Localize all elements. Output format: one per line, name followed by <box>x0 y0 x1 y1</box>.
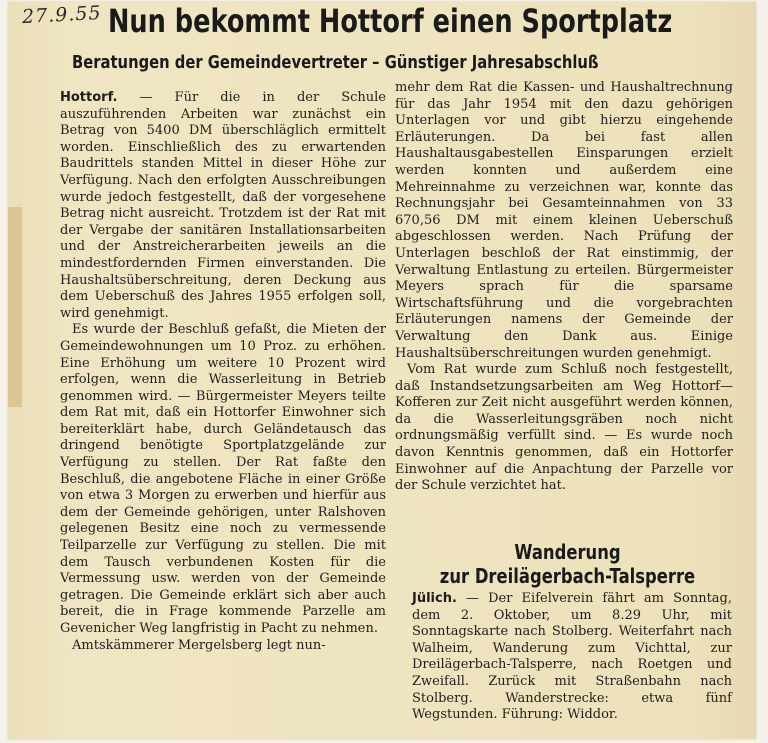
dateline: Hottorf. <box>60 90 118 105</box>
paragraph <box>412 591 732 724</box>
paper-stain <box>8 207 22 407</box>
subheadline: Beratungen der Gemeindevertreter – Günstiger Jahresabschluß <box>72 52 599 73</box>
paragraph-text: — Für die in der Schule auszuführenden Arbeiten war zunächst ein Betrag von 5400 DM überschläglich ermittelt worden. Einschließlich des zu erwartenden Baudrittels standen Mittel in dieser Höhe zur Verfügung. Nach den erfolgten Ausschreibungen wurde jedoch festgestellt, daß der vorgesehene Betrag nicht ausreicht. Trotzdem ist der Rat mit der Vergabe der sanitären Installationsarbeiten und der Anstreicherarbeiten jeweils an die mindestfordernden Firmen einverstanden. Die Haushaltsüberschreitung, deren Deckung aus dem Ueberschuß des Jahres 1955 erfolgen soll, wird genehmigt. <box>60 90 387 321</box>
paragraph: Vom Rat wurde zum Schluß noch festgestellt, daß Instandsetzungsarbeiten am Weg Hottorf—Kofferen zur Zeit nicht ausgeführt werden können, da die Wasserleitungsgräben noch nicht ordnungsmäßig verfüllt sind. — Es wurde noch davon Kenntnis genommen, daß ein Hottorfer Einwohner auf die Anpachtung der Parzelle vor der Schule verzichtet hat. <box>395 362 733 494</box>
headline: Nun bekommt Hottorf einen Sportplatz <box>108 2 673 40</box>
second-article-title-line1: Wanderung <box>514 540 621 564</box>
second-article-title-line2: zur Dreilägerbach-Talsperre <box>439 564 696 588</box>
paragraph: Amtskämmerer Mergelsberg legt nun- <box>72 637 326 653</box>
paragraph <box>60 90 386 322</box>
paragraph: Es wurde der Beschluß gefaßt, die Mieten der Gemeindewohnungen um 10 Proz. zu erhöhen. Eine Erhöhung um weitere 10 Prozent wird erfolgen, wenn die Wasserleitung in Betrieb genommen wird. — Bürgermeister Meyers teilte dem Rat mit, daß ein Hottorfer Einwohner sich bereiterklärt habe, durch Geländetausch das dringend benötigte Sportplatzgelände zur Verfügung zu stellen. Der Rat faßte den Beschluß, die angebotene Fläche in einer Größe von etwa 3 Morgen zu erwerben und hierfür aus dem der Gemeinde gehörigen, unter Ralshoven gelegenen Besitz eine noch zu vermessende Teilparzelle zur Verfügung zu stellen. Die mit dem Tausch verbundenen Kosten für die Vermessung usw. werden von der Gemeinde getragen. Die Gemeinde erklärt sich aber auch bereit, die in Frage kommende Parzelle am Gevenicher Weg langfristig in Pacht zu nehmen. <box>60 322 386 636</box>
second-article-body <box>412 591 732 724</box>
handwritten-date: 27.9.55 <box>21 1 103 29</box>
paragraph-text: — Der Eifelverein fährt am Sonntag, dem 2. Oktober, um 8.29 Uhr, mit Sonntagskarte nach Stolberg. Weiterfahrt nach Walheim, Wanderung zum Vichttal, zur Dreilägerbach-Talsperre, nach Roetgen und Zweifall. Zurück mit Straßenbahn nach Stolberg. Wanderstrecke: etwa fünf Wegstunden. Führung: Widdor. <box>412 591 732 723</box>
paragraph: mehr dem Rat die Kassen- und Haushaltrechnung für das Jahr 1954 mit den dazu gehörigen Unterlagen vor und gibt hierzu eingehende Erläuterungen. Da bei fast allen Haushaltausgabestellen Einsparungen erzielt werden konnten und außerdem eine Mehreinnahme zu verzeichnen war, konnte das Rechnungsjahr bei Gesamteinnahmen von 33 670,56 DM mit einem kleinen Ueberschuß abgeschlossen werden. Nach Prüfung der Unterlagen beschloß der Rat einstimmig, der Verwaltung Entlastung zu erteilen. Bürgermeister Meyers sprach für die sparsame Wirtschaftsführung und die vorgebrachten Erläuterungen namens der Gemeinde der Verwaltung den Dank aus. Einige Haushaltsüberschreitungen wurden genehmigt. <box>395 80 733 361</box>
article-right-column <box>395 80 733 495</box>
dateline: Jülich. <box>412 591 457 606</box>
article-left-column <box>60 90 386 654</box>
